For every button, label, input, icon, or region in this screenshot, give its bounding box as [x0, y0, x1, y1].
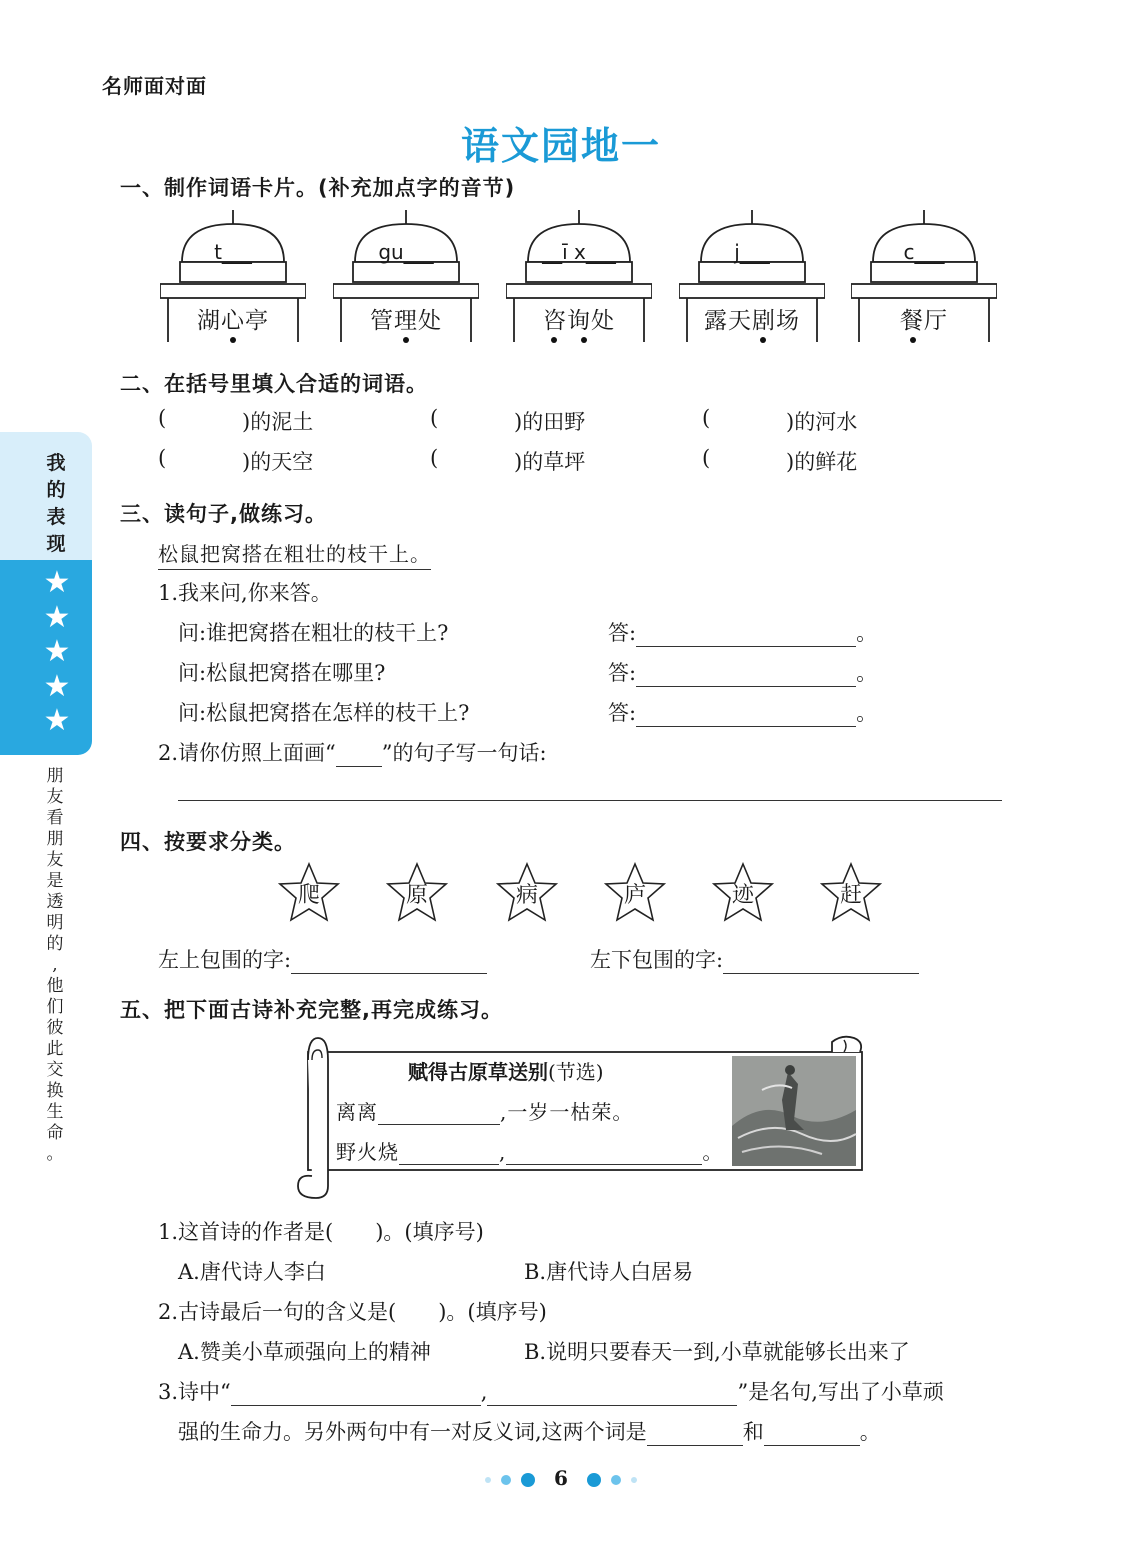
star-char: 爬 — [297, 883, 320, 908]
answer-line[interactable] — [723, 973, 919, 974]
blank-phrase: )的天空 — [242, 450, 314, 474]
answer-row: 答: 。 — [608, 701, 878, 725]
rating-stars — [40, 566, 74, 739]
side-tab-label: 我 的 表 现 — [46, 452, 66, 555]
left-bottom-enclosure: 左下包围的字: — [590, 944, 919, 974]
blank-phrase: )的鲜花 — [786, 450, 858, 474]
section-5-heading: 五、把下面古诗补充完整,再完成练习。 — [120, 998, 503, 1022]
answer-line[interactable] — [487, 1405, 737, 1406]
pinyin-blank[interactable]: j___ — [734, 240, 770, 264]
blank-phrase: )的泥土 — [242, 410, 314, 434]
question-item: 问:谁把窝搭在粗壮的枝干上? — [178, 621, 449, 645]
section-1-heading: 一、制作词语卡片。(补充加点字的音节) — [120, 176, 516, 200]
question-item: 问:松鼠把窝搭在怎样的枝干上? — [178, 701, 470, 725]
question-1-title: 1.我来问,你来答。 — [158, 581, 332, 605]
answer-line[interactable] — [647, 1445, 743, 1446]
poem-line-1: 离离 ,一岁一枯荣。 — [336, 1100, 634, 1124]
card-word: 管理处 — [370, 308, 442, 334]
book-header: 名师面对面 — [102, 74, 207, 98]
s5-q1-option-a[interactable]: A.唐代诗人李白 — [178, 1260, 326, 1284]
char-star[interactable] — [604, 862, 666, 924]
answer-line[interactable] — [378, 1124, 500, 1125]
blank-phrase: )的河水 — [786, 410, 858, 434]
card-word: 餐厅 — [900, 308, 948, 334]
word-card — [679, 210, 825, 345]
s5-question-1: 1.这首诗的作者是( )。(填序号) — [158, 1220, 484, 1244]
poem-scroll — [292, 1030, 870, 1200]
word-card — [506, 210, 652, 345]
word-card — [160, 210, 306, 345]
poem-line-2: 野火烧 , 。 — [336, 1140, 724, 1164]
blank-open-paren[interactable]: ( — [430, 406, 439, 430]
char-star[interactable] — [386, 862, 448, 924]
left-top-enclosure: 左上包围的字: — [158, 944, 487, 974]
model-sentence: 松鼠把窝搭在粗壮的枝干上。 — [158, 538, 431, 570]
word-card — [333, 210, 479, 345]
char-star[interactable] — [712, 862, 774, 924]
s5-question-3-cont: 强的生命力。另外两句中有一对反义词,这两个词是 和 。 — [178, 1420, 881, 1444]
s5-question-3: 3.诗中“ , ”是名句,写出了小草顽 — [158, 1380, 944, 1404]
star-char: 赶 — [839, 883, 862, 908]
card-word: 湖心亭 — [197, 308, 269, 334]
star-char: 迹 — [731, 883, 754, 908]
char-star[interactable] — [496, 862, 558, 924]
page-footer — [480, 1468, 642, 1492]
s5-q1-option-b[interactable]: B.唐代诗人白居易 — [524, 1260, 694, 1284]
answer-row: 答: 。 — [608, 661, 878, 685]
blank-open-paren[interactable]: ( — [158, 446, 167, 470]
question-2: 2.请你仿照上面画“ ”的句子写一句话: — [158, 741, 547, 765]
answer-line[interactable] — [636, 686, 856, 687]
section-3-heading: 三、读句子,做练习。 — [120, 502, 327, 526]
pinyin-blank[interactable]: gu___ — [378, 240, 434, 264]
blank-open-paren[interactable]: ( — [158, 406, 167, 430]
page-title: 语文园地一 — [460, 124, 661, 168]
star-char: 原 — [405, 883, 428, 908]
poem-title: 赋得古原草送别 — [408, 1060, 548, 1084]
star-icon[interactable]: ★ — [43, 634, 71, 669]
star-char: 病 — [515, 883, 538, 908]
card-word: 咨询处 — [543, 308, 615, 334]
star-icon[interactable]: ★ — [43, 668, 71, 704]
answer-line[interactable] — [636, 726, 856, 727]
blank-phrase: )的田野 — [514, 410, 586, 434]
section-4-heading: 四、按要求分类。 — [120, 830, 296, 854]
answer-line[interactable] — [506, 1164, 702, 1165]
char-star[interactable] — [278, 862, 340, 924]
star-icon[interactable]: ★ — [43, 599, 71, 635]
question-item: 问:松鼠把窝搭在哪里? — [178, 661, 386, 685]
pinyin-blank[interactable]: __ī x___ — [542, 240, 616, 264]
blank-phrase: )的草坪 — [514, 450, 586, 474]
blank-open-paren[interactable]: ( — [702, 446, 711, 470]
star-icon[interactable]: ★ — [43, 565, 71, 600]
s5-question-2: 2.古诗最后一句的含义是( )。(填序号) — [158, 1300, 547, 1324]
pinyin-blank[interactable]: c___ — [903, 240, 945, 264]
poem-note: (节选) — [548, 1060, 604, 1084]
answer-line[interactable] — [636, 646, 856, 647]
answer-line[interactable] — [291, 973, 487, 974]
s5-q2-option-b[interactable]: B.说明只要春天一到,小草就能够长出来了 — [524, 1340, 910, 1364]
page-number: 6 — [554, 1466, 568, 1490]
blank-open-paren[interactable]: ( — [702, 406, 711, 430]
star-char: 庐 — [623, 883, 646, 908]
star-icon[interactable]: ★ — [43, 703, 71, 738]
answer-line[interactable] — [231, 1405, 481, 1406]
char-star[interactable] — [820, 862, 882, 924]
section-2-heading: 二、在括号里填入合适的词语。 — [120, 372, 428, 396]
s5-q2-option-a[interactable]: A.赞美小草顽强向上的精神 — [178, 1340, 431, 1364]
word-card — [851, 210, 997, 345]
side-motto: 朋 友 看 朋 友 是 透 明 的 , 他 们 彼 此 交 换 生 命 。 — [46, 766, 64, 1164]
answer-line[interactable] — [178, 800, 1002, 801]
pinyin-blank[interactable]: t___ — [214, 240, 252, 264]
answer-row: 答: 。 — [608, 621, 878, 645]
blank-open-paren[interactable]: ( — [430, 446, 439, 470]
answer-line[interactable] — [399, 1164, 499, 1165]
answer-line[interactable] — [764, 1445, 860, 1446]
card-word: 露天剧场 — [704, 308, 800, 334]
